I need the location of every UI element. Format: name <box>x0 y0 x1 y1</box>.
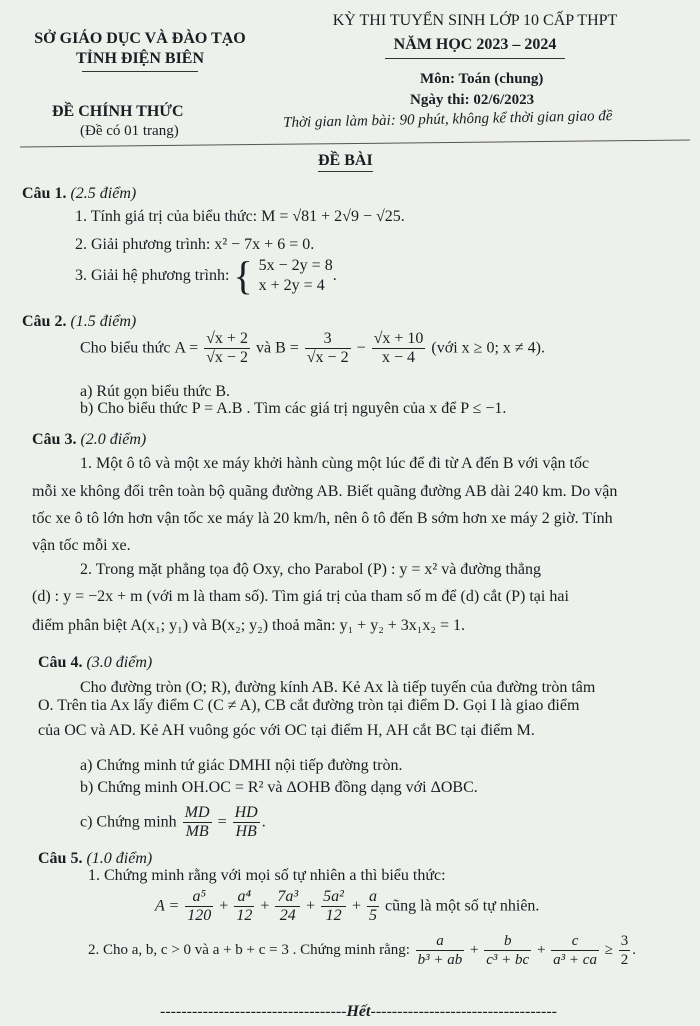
q4-part-c: c) Chứng minh $\frac{MD}{MB}$ = $\frac{HD}{HB}$ . <box>80 804 266 840</box>
q5-ineq-frac1: $\frac{a}{\text{b³ + ab}}$ <box>417 933 463 968</box>
q2-condition: (với x ≥ 0; x ≠ 4). <box>431 339 545 357</box>
q5-heading <box>38 850 152 868</box>
q5-ineq-frac2: $\frac{b}{\text{c³ + bc}}$ <box>486 933 530 968</box>
q2-A-left: A = <box>174 339 199 357</box>
q5-p1: 1. Chứng minh rằng với mọi số tự nhiên a thì biểu thức: <box>88 867 446 884</box>
q5-p2: 2. Cho a, b, c > 0 và a + b + c = 3 . Chứng minh rằng: $\frac{a}{\text{b³ + ab}}$ + $\frac{b}{\text{c³ + bc}}$ + $\frac{c}{\text{a³ + ca}}$ ≥ $\frac{3}{2}$ . <box>88 933 636 968</box>
q2-B-fraction2: $\frac{√x + 10}{x - 4}$ <box>373 330 424 366</box>
footer-dashes-right: ----------------------------------- <box>370 1003 557 1020</box>
q1-item3-prefix: 3. Giải hệ phương trình: <box>75 267 230 284</box>
q3-p2-line2: (d) : y = −2x + m (với m là tham số). Tìm giá trị của tham số m để (d) cắt (P) tại hai <box>32 588 569 605</box>
q1-heading <box>22 185 136 203</box>
q1-item1: 1. Tính giá trị của biểu thức: M = √81 + 2√9 − √25. <box>75 208 405 225</box>
q4-c-fraction2: $\frac{HD}{HB}$ <box>234 804 258 840</box>
q4-points: (3.0 điểm) <box>86 654 153 671</box>
q1-points: (2.5 điểm) <box>70 185 137 202</box>
q2-expressions: Cho biểu thức A = $\frac{√x + 2}{√x - 2}$ và B = $\frac{3}{√x - 2}$ − $\frac{√x + 10}{x - 4}$ (với x ≥ 0; x ≠ 4). <box>80 330 545 366</box>
q2-B-left: B = <box>275 339 299 357</box>
q4-part-b: b) Chứng minh OH.OC = R² và ΔOHB đồng dạng với ΔOBC. <box>80 779 478 796</box>
footer-dashes-left: ----------------------------------- <box>160 1003 347 1020</box>
q5-points: (1.0 điểm) <box>86 850 153 867</box>
school-year: NĂM HỌC 2023 – 2024 <box>393 36 557 53</box>
q4-line1: Cho đường tròn (O; R), đường kính AB. Kẻ Ax là tiếp tuyến của đường tròn tâm <box>80 679 596 696</box>
q5-label: Câu 5. <box>38 850 83 867</box>
q4-label: Câu 4. <box>38 654 83 671</box>
system-brace: { <box>233 253 253 298</box>
q3-p2-line3: điểm phân biệt A(x₁; y₁) và B(x₂; y₂) thoả mãn: y₁ + y₂ + 3x₁x₂ = 1. <box>32 617 465 634</box>
footer-end <box>160 1003 580 1021</box>
q2-part-b: b) Cho biểu thức P = A.B . Tìm các giá trị nguyên của x để P ≤ −1. <box>80 400 507 417</box>
q3-heading <box>32 431 146 449</box>
exam-title: KỲ THI TUYỂN SINH LỚP 10 CẤP THPT <box>332 12 618 29</box>
header-separator <box>20 139 690 147</box>
q3-p1-line4: vận tốc mỗi xe. <box>32 537 131 554</box>
q5-A-tail: cũng là một số tự nhiên. <box>385 897 540 915</box>
q5-frac5: $\frac{a}{5}$ <box>369 888 377 924</box>
q2-and: và <box>255 339 272 357</box>
q1-item3: 3. Giải hệ phương trình: { 5x − 2y = 8 x + 2y = 4 . <box>75 253 337 298</box>
q5-ineq-frac4: $\frac{3}{2}$ <box>620 933 629 968</box>
header-underline-right <box>385 58 565 59</box>
q5-ineq-frac3: $\frac{c}{\text{a³ + ca}}$ <box>553 933 597 968</box>
q1-label: Câu 1. <box>22 185 67 202</box>
system-eq2: x + 2y = 4 <box>258 277 325 294</box>
q4-heading <box>38 654 152 672</box>
header-underline-left <box>82 71 198 72</box>
time-note: Thời gian làm bài: 90 phút, không kể thời gian giao đề <box>283 108 613 131</box>
q4-c-prefix: c) Chứng minh <box>80 813 177 831</box>
q3-p1-line3: tốc xe ô tô lớn hơn vận tốc xe máy là 20 km/h, nên ô tô đến B sớm hơn xe máy 2 giờ. Tính <box>32 510 613 527</box>
official-label: ĐỀ CHÍNH THỨC <box>52 103 184 120</box>
q3-p2-line1: 2. Trong mặt phẳng tọa độ Oxy, cho Parabol (P) : y = x² và đường thẳng <box>80 561 541 578</box>
q5-frac1: $\frac{\text{a⁵}}{120}$ <box>187 888 212 924</box>
q4-c-fraction1: $\frac{MD}{MB}$ <box>184 804 210 840</box>
province-name: TỈNH ĐIỆN BIÊN <box>75 50 205 67</box>
footer-end-label: Hết <box>346 1003 371 1020</box>
q5-A-expression: A = $\frac{\text{a⁵}}{120}$ + $\frac{\text{a⁴}}{12}$ + $\frac{\text{7a³}}{24}$ + $\frac{\text{5a²}}{12}$ + $\frac{a}{5}$ cũng là một số tự nhiên. <box>155 888 540 924</box>
q4-part-a: a) Chứng minh tứ giác DMHI nội tiếp đường tròn. <box>80 757 403 774</box>
q3-p1-line1: 1. Một ô tô và một xe máy khởi hành cùng một lúc để đi từ A đến B với vận tốc <box>80 455 590 472</box>
paper-title: ĐỀ BÀI <box>318 152 373 172</box>
q5-ge: ≥ <box>604 942 613 958</box>
q4-line3: của OC và AD. Kẻ AH vuông góc với OC tại điểm H, AH cắt BC tại điểm M. <box>38 722 535 739</box>
equation-system <box>259 256 333 296</box>
q5-frac3: $\frac{\text{7a³}}{24}$ <box>277 888 299 924</box>
q2-B-fraction1: $\frac{3}{√x - 2}$ <box>306 330 349 366</box>
subject: Môn: Toán (chung) <box>420 71 544 87</box>
q4-line2: O. Trên tia Ax lấy điểm C (C ≠ A), CB cắt đường tròn tại điểm D. Gọi I là giao điểm <box>38 697 580 714</box>
q5-A-left: A = <box>155 897 180 915</box>
q5-p2-prefix: 2. Cho a, b, c > 0 và a + b + c = 3 . Chứng minh rằng: <box>88 942 410 958</box>
q2-A-fraction: $\frac{√x + 2}{√x - 2}$ <box>206 330 248 366</box>
q2-heading <box>22 313 136 331</box>
q2-label: Câu 2. <box>22 313 67 330</box>
q5-frac2: $\frac{\text{a⁴}}{12}$ <box>236 888 253 924</box>
q1-item2: 2. Giải phương trình: x² − 7x + 6 = 0. <box>75 236 315 253</box>
system-eq1: 5x − 2y = 8 <box>258 257 333 274</box>
q2-part-a: a) Rút gọn biểu thức B. <box>80 383 230 400</box>
q3-points: (2.0 điểm) <box>80 431 147 448</box>
department-name: SỞ GIÁO DỤC VÀ ĐÀO TẠO <box>34 30 246 47</box>
q2-intro: Cho biểu thức <box>80 339 171 357</box>
q3-label: Câu 3. <box>32 431 77 448</box>
exam-date: Ngày thi: 02/6/2023 <box>410 92 535 108</box>
q2-points: (1.5 điểm) <box>70 313 137 330</box>
q3-p1-line2: mỗi xe không đổi trên toàn bộ quãng đường AB. Biết quãng đường AB dài 240 km. Do vận <box>32 483 618 500</box>
q5-frac4: $\frac{\text{5a²}}{12}$ <box>323 888 344 924</box>
pages-note: (Đề có 01 trang) <box>80 123 179 139</box>
